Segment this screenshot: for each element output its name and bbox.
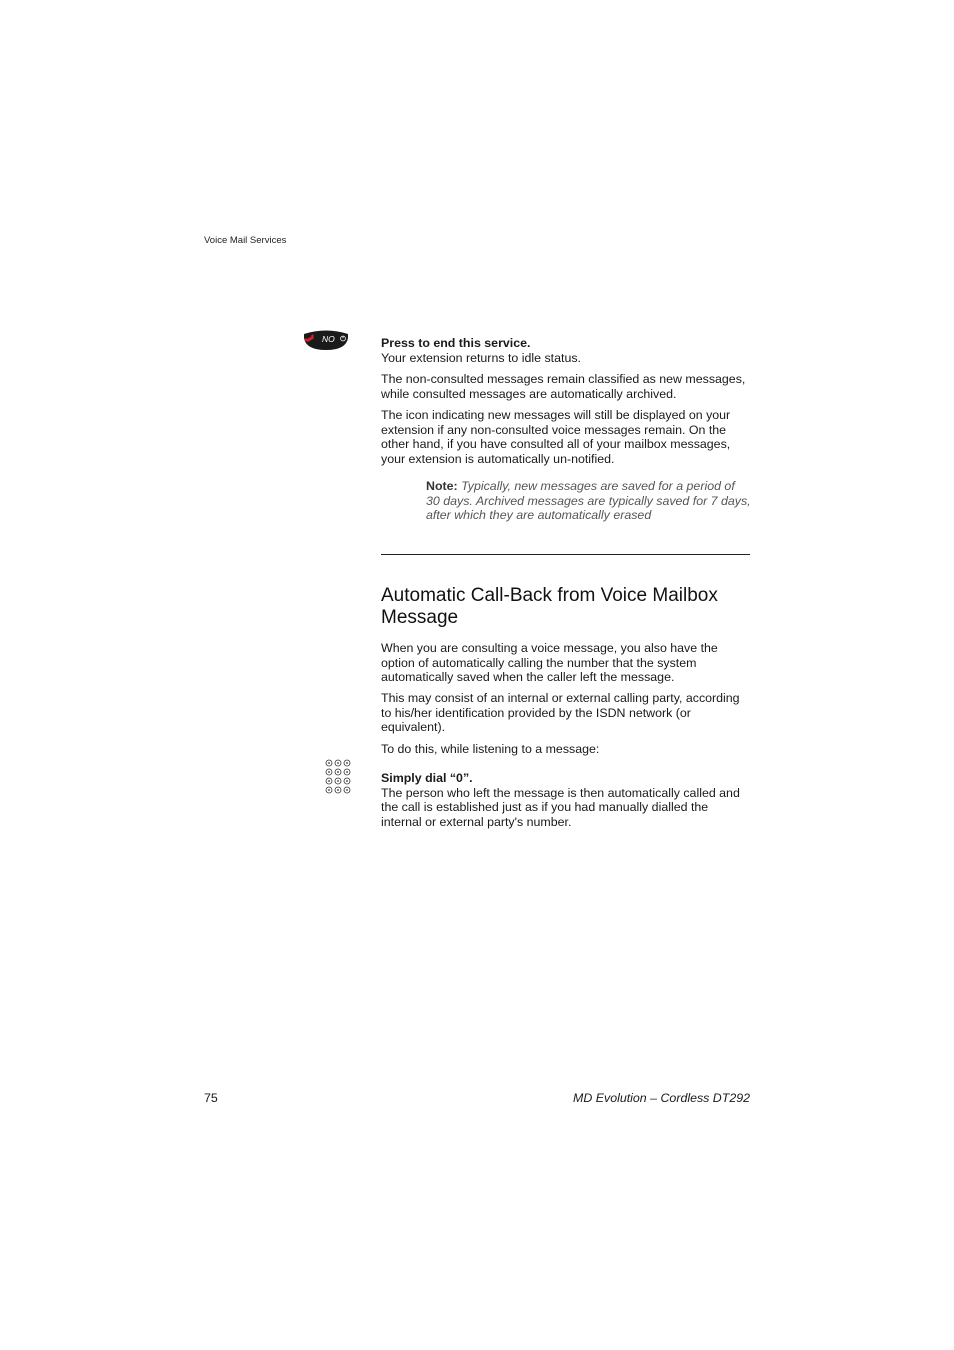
note-label: Note:: [426, 479, 458, 493]
note-box: [426, 479, 751, 523]
to-do-this-text: To do this, while listening to a message:: [381, 742, 600, 756]
notification-paragraph: [381, 408, 751, 466]
to-do-this-paragraph: [381, 742, 751, 757]
document-title: MD Evolution – Cordless DT292: [573, 1091, 750, 1105]
no-key-icon: [302, 328, 350, 352]
dial-zero-step: [381, 771, 751, 829]
end-service-result: Your extension returns to idle status.: [381, 350, 581, 365]
notification-text: The icon indicating new messages will still be displayed on your extension if any non-consulted voice messages remain. On the other hand, if you have consulted all of your mailbox messages, your extension is automatically un-notified.: [381, 408, 731, 466]
archive-paragraph: [381, 372, 751, 401]
section-divider: [381, 554, 750, 555]
page-number: 75: [204, 1091, 218, 1105]
dial-zero-result: The person who left the message is then automatically called and the call is established just as if you had manually dialled the internal or external party's number.: [381, 785, 740, 829]
keypad-icon: [325, 759, 351, 795]
end-service-instruction: Press to end this service.: [381, 336, 531, 350]
no-key-label: NO: [322, 334, 335, 344]
end-service-step: [381, 336, 751, 365]
calling-party-paragraph: [381, 691, 751, 735]
running-header: Voice Mail Services: [204, 235, 287, 246]
callback-intro-paragraph: [381, 641, 751, 685]
callback-intro-text: When you are consulting a voice message, you also have the option of automatically calling the number that the system automatically saved when the caller left the message.: [381, 641, 718, 685]
calling-party-text: This may consist of an internal or external calling party, according to his/her identification provided by the ISDN network (or equivalent).: [381, 691, 740, 735]
dial-zero-instruction: Simply dial “0”.: [381, 771, 473, 785]
archive-text: The non-consulted messages remain classified as new messages, while consulted messages are automatically archived.: [381, 372, 746, 401]
section-heading: Automatic Call-Back from Voice Mailbox Message: [381, 585, 718, 628]
note-text: Typically, new messages are saved for a period of 30 days. Archived messages are typically saved for 7 days, after which they are automatically erased: [426, 479, 751, 523]
